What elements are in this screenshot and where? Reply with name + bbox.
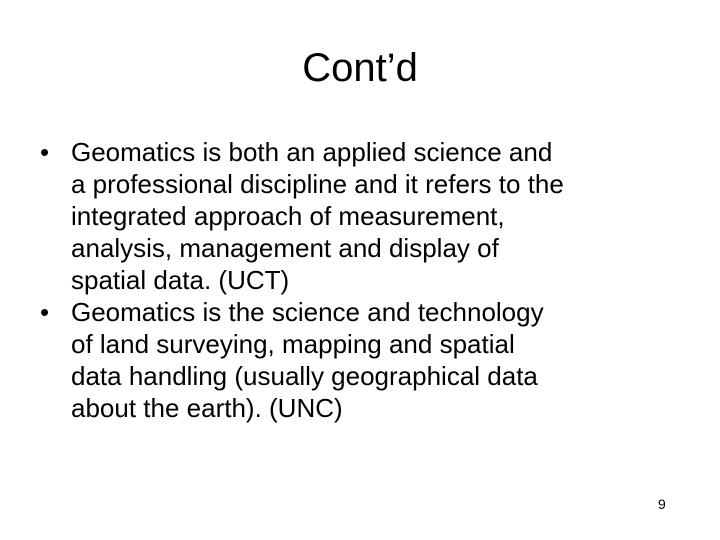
bullet-text-line: about the earth). (UNC) bbox=[71, 393, 343, 423]
bullet-dot-icon: • bbox=[40, 137, 50, 167]
bullet-text-line: spatial data. (UCT) bbox=[71, 265, 290, 295]
bullet-text-line: of land surveying, mapping and spatial bbox=[71, 329, 515, 359]
bullet-item-ucT-definition bbox=[40, 136, 670, 296]
bullet-text-line: integrated approach of measurement, bbox=[71, 201, 505, 231]
page-number: 9 bbox=[658, 496, 666, 512]
bullet-text-line: a professional discipline and it refers to the bbox=[71, 169, 564, 199]
bullet-text-line: Geomatics is the science and technology bbox=[71, 297, 544, 327]
bullet-dot-icon: • bbox=[40, 297, 50, 327]
slide-title: Cont’d bbox=[302, 46, 418, 90]
bullet-text-line: analysis, management and display of bbox=[71, 233, 499, 263]
bullet-list bbox=[40, 136, 670, 424]
bullet-text-line: Geomatics is both an applied science and bbox=[71, 137, 553, 167]
bullet-item-unc-definition bbox=[40, 296, 670, 424]
bullet-text-line: data handling (usually geographical data bbox=[71, 361, 538, 391]
